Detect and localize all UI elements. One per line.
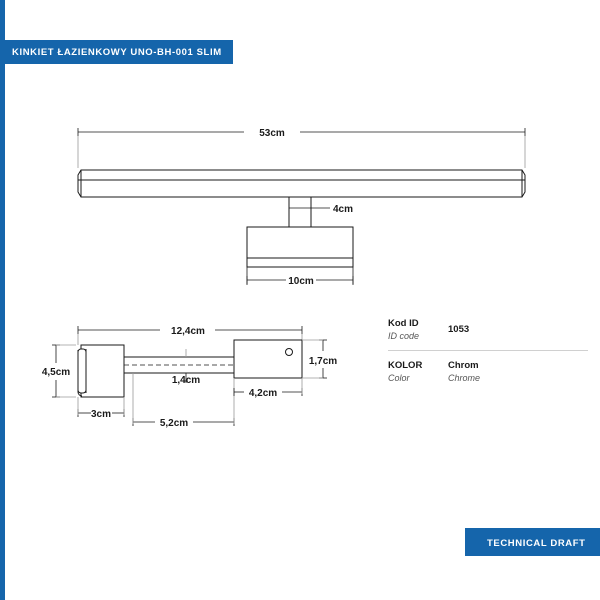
- page-title: KINKIET ŁAZIENKOWY UNO-BH-001 SLIM: [12, 47, 222, 58]
- lamp-body: [78, 170, 525, 197]
- spec-label-id-main: Kod ID: [388, 318, 419, 329]
- spec-row-color: [388, 360, 588, 390]
- dim-label-mount-length: 4,2cm: [248, 388, 278, 399]
- spec-value-color-main: Chrom: [448, 360, 479, 371]
- wall-mount-plate: [234, 340, 302, 378]
- dim-label-arm-height: 1,7cm: [308, 356, 338, 367]
- lamp-head-side: [78, 345, 124, 397]
- technical-draft-label: TECHNICAL DRAFT: [487, 538, 586, 549]
- spec-label-color-sub: Color: [388, 373, 410, 383]
- dim-label-head-depth: 3cm: [90, 409, 112, 420]
- dim-label-fixture-width: 53cm: [259, 128, 285, 139]
- dim-label-head-height: 4,5cm: [41, 367, 71, 378]
- spec-label-id-sub: ID code: [388, 331, 420, 341]
- dim-label-neck-width: 4cm: [333, 204, 354, 215]
- dim-label-total-depth: 12,4cm: [171, 326, 205, 337]
- dim-label-arm-thickness: 1,4cm: [171, 375, 201, 386]
- spec-value-id: 1053: [448, 324, 470, 335]
- technical-draft-badge: [465, 528, 600, 556]
- lamp-base: [247, 227, 353, 267]
- dim-label-arm-length: 5,2cm: [159, 418, 189, 429]
- dim-fixture-width: [78, 128, 525, 168]
- spec-row-id: [388, 318, 588, 348]
- spec-label-color-main: KOLOR: [388, 360, 423, 371]
- dim-label-base-width: 10cm: [288, 276, 314, 287]
- spec-divider: [388, 350, 588, 351]
- spec-value-color-sub: Chrome: [448, 373, 481, 383]
- lamp-arm-side: [124, 357, 234, 373]
- spec-table: [388, 318, 588, 394]
- lamp-neck: [289, 197, 311, 227]
